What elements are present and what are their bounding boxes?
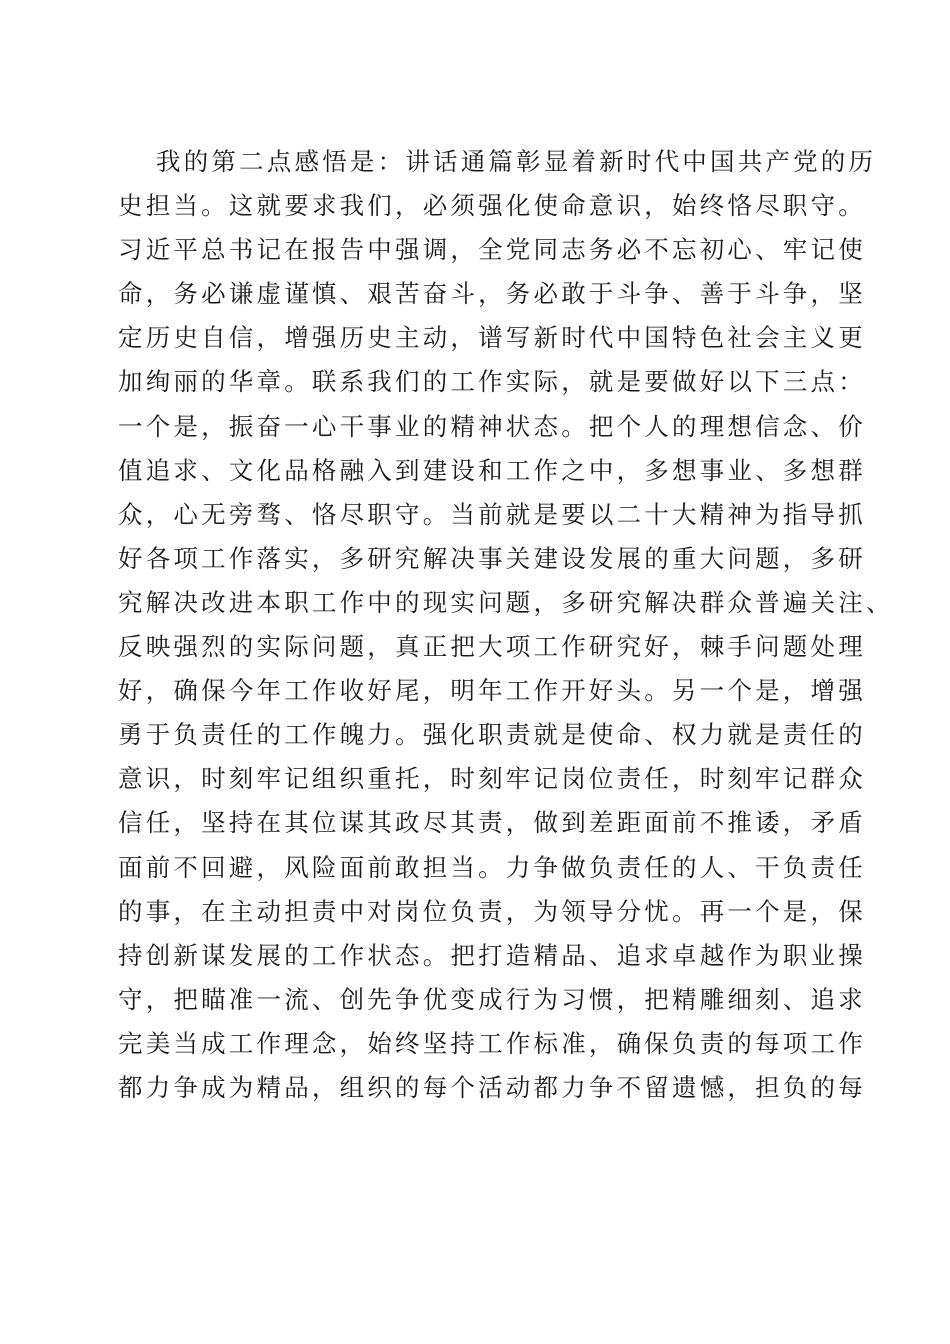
body-paragraph (118, 140, 894, 1110)
text-line: 勇于负责任的工作魄力。强化职责就是使命、权力就是责任的 (118, 720, 866, 750)
text-line: 一个是，振奋一心干事业的精神状态。把个人的理想信念、价 (118, 411, 866, 441)
text-line: 都力争成为精品，组织的每个活动都力争不留遗憾，担负的每 (118, 1072, 866, 1102)
text-line: 众，心无旁骛、恪尽职守。当前就是要以二十大精神为指导抓 (118, 499, 866, 529)
text-line: 好各项工作落实，多研究解决事关建设发展的重大问题，多研 (118, 543, 866, 573)
text-line: 命，务必谦虚谨慎、艰苦奋斗，务必敢于斗争、善于斗争，坚 (118, 279, 866, 309)
text-line: 持创新谋发展的工作状态。把打造精品、追求卓越作为职业操 (118, 940, 866, 970)
text-line: 定历史自信，增强历史主动，谱写新时代中国特色社会主义更 (118, 323, 866, 353)
text-line: 值追求、文化品格融入到建设和工作之中，多想事业、多想群 (118, 455, 866, 485)
text-line: 好，确保今年工作收好尾，明年工作开好头。另一个是，增强 (118, 676, 866, 706)
text-line: 面前不回避，风险面前敢担当。力争做负责任的人、干负责任 (118, 852, 866, 882)
text-line: 信任，坚持在其位谋其政尽其责，做到差距面前不推诿，矛盾 (118, 808, 866, 838)
text-line: 我的第二点感悟是：讲话通篇彰显着新时代中国共产党的历 (156, 147, 877, 176)
text-line: 反映强烈的实际问题，真正把大项工作研究好，棘手问题处理 (118, 632, 866, 662)
text-line: 守，把瞄准一流、创先争优变成行为习惯，把精雕细刻、追求 (118, 984, 866, 1014)
text-line: 究解决改进本职工作中的现实问题，多研究解决群众普遍关注、 (118, 587, 894, 617)
text-line: 加绚丽的华章。联系我们的工作实际，就是要做好以下三点： (118, 367, 866, 397)
text-line: 完美当成工作理念，始终坚持工作标准，确保负责的每项工作 (118, 1028, 866, 1058)
text-line: 史担当。这就要求我们，必须强化使命意识，始终恪尽职守。 (118, 191, 866, 221)
text-line: 的事，在主动担责中对岗位负责，为领导分忧。再一个是，保 (118, 896, 866, 926)
text-line: 习近平总书记在报告中强调，全党同志务必不忘初心、牢记使 (118, 235, 866, 265)
text-line: 意识，时刻牢记组织重托，时刻牢记岗位责任，时刻牢记群众 (118, 764, 866, 794)
